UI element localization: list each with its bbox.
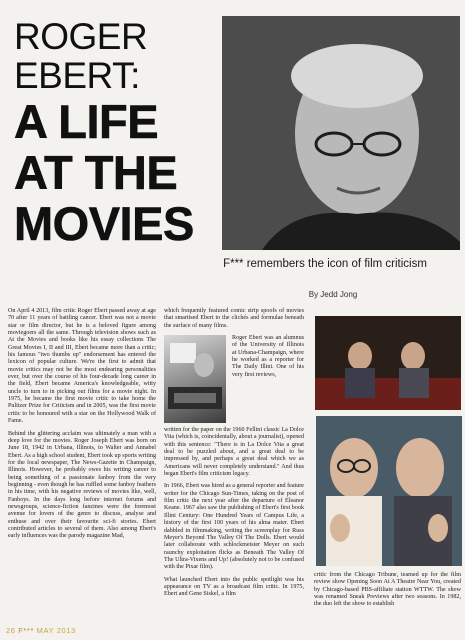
hero-portrait-photo [222,16,460,250]
headline-line-1: ROGER [14,16,148,57]
thumbs-up-photo [316,416,462,566]
siskel-ebert-theater-photo [315,316,461,410]
issue-date: MAY 2013 [36,626,76,635]
page-number: 26 [6,626,16,635]
paragraph: which frequently featured comic strip spoofs of movies that smartised Ebert to the clichés and formulae beneath the surface of many films. [164,308,304,329]
inline-photo-block [164,335,304,427]
text-column-2 [164,308,304,604]
article-byline: By Jedd Jong [308,290,358,299]
paragraph: critic from the Chicago Tribune, teamed up for the film review show Opening Soon At A Theatre Near You, created by Chicago-based PBS-affiliate station WTTW. The show was renamed Sneak Previews after two seasons. In 1982, the duo left the show to establish [314,572,461,608]
paragraph: What launched Ebert into the public spotlight was his appearance on TV as a broadcast film critic. In 1975, Ebert and Gene Siskel, a film [164,576,304,598]
typing-photo [164,335,226,423]
article-headline [14,16,214,250]
paragraph: Roger Ebert was an alumnus of the University of Illinois at Urbana-Champaign, where he worked as a reporter for The Daily Illini. One of his very first reviews, [232,335,304,378]
headline-line-3: A LIFE [14,95,159,148]
article-subtitle: F*** remembers the icon of film criticism [223,258,427,270]
headline-line-5: MOVIES [14,197,194,250]
paragraph: Behind the glittering acclaim was ultimately a man with a deep love for the movies. Roger Joseph Ebert was born on June 18, 1942 in Urbana, Illinois, to Walter and Annabel Ebert. As a high school student, Ebert took up sports writing for the local newspaper, The News-Gazette in Champaign, Illinois. However, he probably owes his writing career to being something of a passionate fanboy from the very beginning - even though he has ruffled some fanboy feathers in his time, with his negative reviews of movies like, well, Fanboys. In the days long before internet forums and newsgroups, science-fiction fanzines were the foremost avenue for lovers of the genre to discuss, analyse and enthuse and over their favourite sci-fi stories. Ebert contributed articles to several of them. Also among Ebert's early influences was the parody magazine Mad, [8,430,156,540]
magazine-name: F*** [18,626,34,635]
text-column-3 [314,572,461,614]
paragraph: On April 4 2013, film critic Roger Ebert passed away at age 70 after 11 years of battling cancer. Ebert was not a movie star or film director, but he is a beloved figure among moviegoers all the same. Through television shows such as At the Movies and books like his essay collections The Great Movies I, II and III, Ebert became more than a critic; his famous "two thumbs up" endorsement has entered the lexicon of popular culture. We're the first to admit that movie critics may not be the most endearing personalities ever, but over the course of his four-decade long career in the field, Ebert became America's knowledgeable, witty uncle to turn to in picking out films for a movie night. In 1975, he became the first movie critic to take home the Pulitzer Prize for Criticism and in 2005, was the first movie critic to be honoured with a star on the Hollywood Walk of Fame. [8,308,156,425]
paragraph: In 1966, Ebert was hired as a general reporter and feature writer for the Chicago Sun-Times, taking on the post of film critic the next year after the departure of Eleanor Keane. 1967 also saw the publishing of Ebert's first book Illini Century: One Hundred Years of Campus Life, a history of the first 100 years of his alma mater. Ebert dabbled in filmmaking, writing the screenplay for Russ Meyer's Beyond The Valley Of The Dolls. Ebert would later collaborate with schlockmeister Meyer on such raunchy exploitation flicks as Beneath The Valley Of The Ultra-Vixens and Up! (absolutely not to be confused with the Pixar film). [164,483,304,571]
text-column-1 [8,308,156,546]
page-footer [6,626,76,635]
headline-line-4: AT THE [14,146,178,199]
headline-line-2: EBERT: [14,55,140,96]
paragraph: written for the paper on the 1960 Fellini classic La Dolce Vita (which is, coincidentally, about a journalist), opened with this sentence: "There is in La Dolce Vita a great deal to be puzzled about, and a great deal to be impressed by, and perhaps a great deal which we as Americans will never completely understand." And thus began Ebert's film criticism legacy. [164,427,304,478]
